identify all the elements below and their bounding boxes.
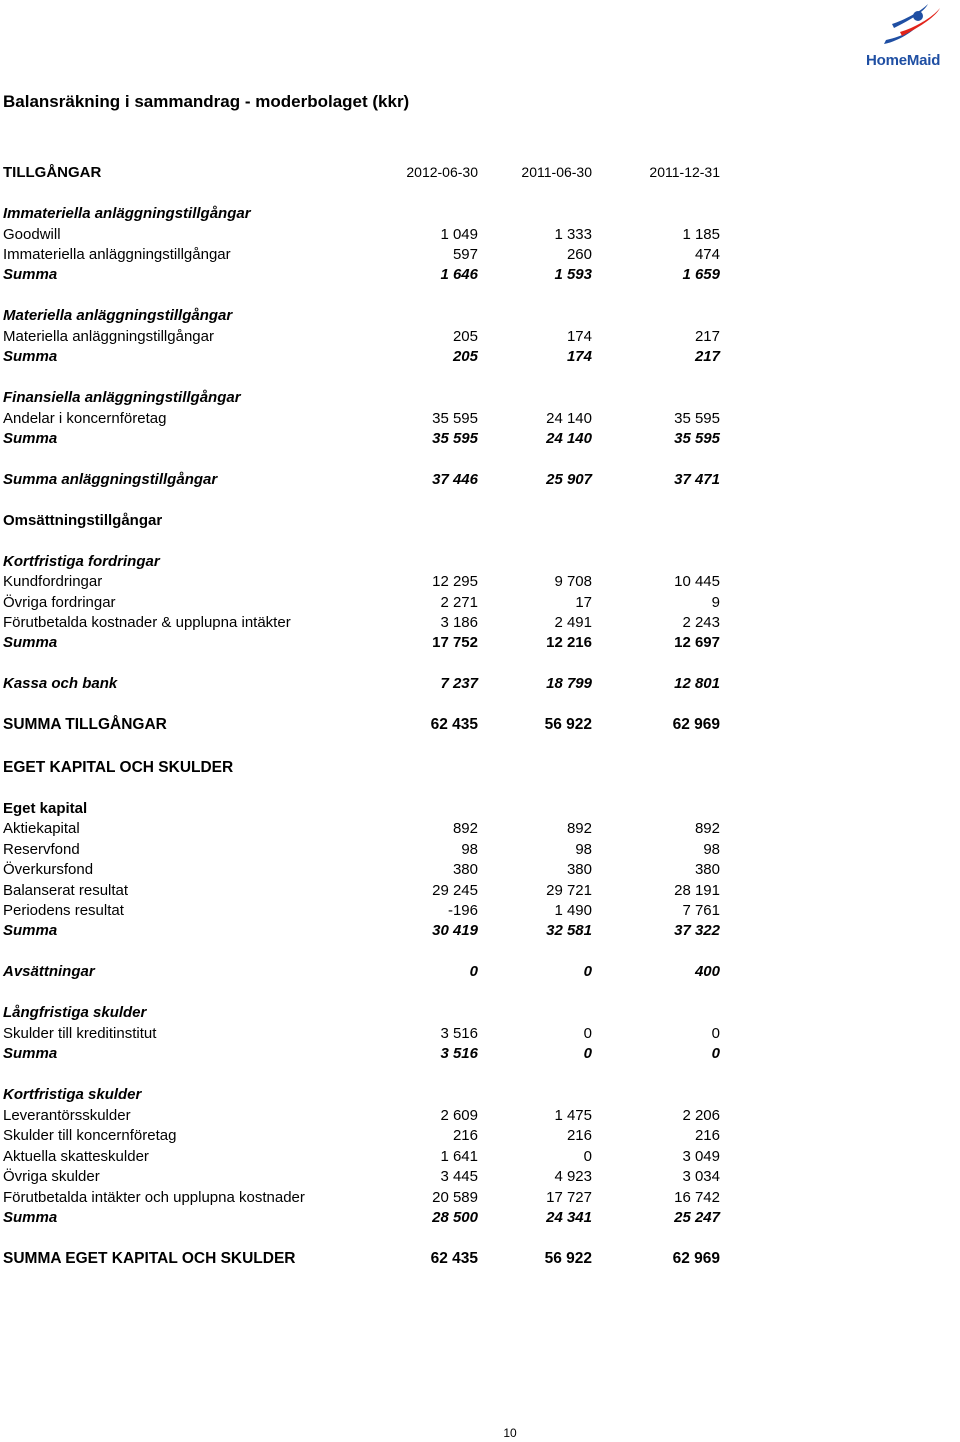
table-row (3, 1025, 733, 1045)
row-label: Goodwill (3, 226, 61, 243)
homemaid-logo (862, 2, 954, 70)
row-value: 35 595 (674, 410, 720, 427)
table-row (3, 614, 733, 634)
row-value: 1 490 (554, 902, 592, 919)
row-value: 380 (694, 861, 720, 878)
table-row (3, 573, 733, 593)
row-label: Kundfordringar (3, 573, 103, 590)
table-row (3, 266, 733, 286)
table-row (3, 512, 733, 532)
row-value: 3 049 (682, 1148, 720, 1165)
row-label: Immateriella anläggningstillgångar (3, 246, 231, 263)
row-value: 62 435 (430, 1250, 478, 1267)
row-value: -196 (447, 902, 478, 919)
row-label: Kassa och bank (3, 675, 118, 692)
row-label: Summa (3, 348, 58, 365)
row-value: 56 922 (544, 1250, 592, 1267)
row-label: Summa (3, 922, 58, 939)
row-label: EGET KAPITAL OCH SKULDER (3, 759, 234, 776)
row-value: 0 (583, 1148, 592, 1165)
table-row (3, 389, 733, 409)
table-row (3, 634, 733, 654)
table-row (3, 1148, 733, 1168)
row-value: 1 646 (440, 266, 478, 283)
row-value: 216 (566, 1127, 592, 1144)
row-label: Omsättningstillgångar (3, 512, 163, 529)
row-label: Balanserat resultat (3, 882, 129, 899)
table-row (3, 205, 733, 225)
row-value: 597 (452, 246, 478, 263)
row-value: 98 (703, 841, 720, 858)
row-value: 7 237 (440, 675, 478, 692)
row-value: 1 641 (440, 1148, 478, 1165)
row-value: 12 801 (674, 675, 720, 692)
row-label: Reservfond (3, 841, 80, 858)
row-value: 2 206 (682, 1107, 720, 1124)
row-label: SUMMA TILLGÅNGAR (3, 716, 167, 733)
column-header: 2011-12-31 (649, 164, 720, 180)
row-value: 24 140 (546, 410, 592, 427)
row-value: 3 445 (440, 1168, 478, 1185)
row-value: 20 589 (432, 1189, 478, 1206)
row-value: 24 140 (546, 430, 592, 447)
table-row (3, 328, 733, 348)
table-row (3, 1107, 733, 1127)
table-row (3, 922, 733, 942)
row-label: Överkursfond (3, 861, 94, 878)
table-row (3, 1127, 733, 1147)
row-value: 17 752 (432, 634, 478, 651)
row-value: 3 034 (682, 1168, 720, 1185)
table-row (3, 820, 733, 840)
row-label: Summa anläggningstillgångar (3, 471, 218, 488)
table-row (3, 716, 733, 736)
table-row (3, 861, 733, 881)
row-value: 12 216 (546, 634, 592, 651)
row-value: 28 500 (432, 1209, 478, 1226)
row-value: 35 595 (432, 430, 478, 447)
row-value: 3 516 (440, 1025, 478, 1042)
row-label: SUMMA EGET KAPITAL OCH SKULDER (3, 1250, 296, 1267)
table-row (3, 800, 733, 820)
table-row (3, 1250, 733, 1270)
column-header: 2012-06-30 (406, 164, 478, 180)
row-value: 1 049 (440, 226, 478, 243)
row-value: 17 (575, 594, 592, 611)
page-title: Balansräkning i sammandrag - moderbolaget (kkr) (3, 92, 410, 111)
row-label: Övriga skulder (3, 1168, 100, 1185)
row-label: Eget kapital (3, 800, 88, 817)
row-value: 0 (583, 963, 592, 980)
row-value: 35 595 (674, 430, 720, 447)
row-value: 1 185 (682, 226, 720, 243)
page-number: 10 (503, 1426, 517, 1440)
table-row (3, 1004, 733, 1024)
row-value: 4 923 (554, 1168, 592, 1185)
row-value: 0 (711, 1045, 720, 1062)
row-value: 37 322 (674, 922, 720, 939)
row-value: 9 708 (554, 573, 592, 590)
row-label: Långfristiga skulder (3, 1004, 147, 1021)
row-label: Avsättningar (3, 963, 95, 980)
row-value: 98 (575, 841, 592, 858)
row-label: Andelar i koncernföretag (3, 410, 167, 427)
row-value: 35 595 (432, 410, 478, 427)
row-label: Periodens resultat (3, 902, 124, 919)
row-label: Aktuella skatteskulder (3, 1148, 149, 1165)
row-value: 216 (452, 1127, 478, 1144)
row-label: Summa (3, 634, 58, 651)
row-value: 25 247 (674, 1209, 720, 1226)
row-value: 892 (694, 820, 720, 837)
row-value: 7 761 (682, 902, 720, 919)
table-row (3, 1045, 733, 1065)
row-value: 380 (452, 861, 478, 878)
row-value: 217 (694, 348, 720, 365)
row-value: 205 (452, 348, 478, 365)
table-row (3, 759, 733, 779)
row-label: Kortfristiga fordringar (3, 553, 160, 570)
row-value: 56 922 (544, 716, 592, 733)
table-row (3, 1086, 733, 1106)
row-value: 892 (566, 820, 592, 837)
row-value: 10 445 (674, 573, 720, 590)
table-row (3, 882, 733, 902)
table-row (3, 553, 733, 573)
row-value: 380 (566, 861, 592, 878)
row-label: Förutbetalda kostnader & upplupna intäkter (3, 614, 291, 631)
table-row (3, 164, 733, 184)
table-row (3, 902, 733, 922)
row-value: 62 969 (672, 1250, 720, 1267)
row-value: 30 419 (432, 922, 478, 939)
row-value: 2 243 (682, 614, 720, 631)
row-value: 216 (694, 1127, 720, 1144)
logo-wordmark: HomeMaid (866, 52, 941, 69)
row-value: 2 271 (440, 594, 478, 611)
row-label: Leverantörsskulder (3, 1107, 131, 1124)
table-row (3, 246, 733, 266)
row-label: Aktiekapital (3, 820, 80, 837)
table-row (3, 963, 733, 983)
table-row (3, 307, 733, 327)
row-value: 1 333 (554, 226, 592, 243)
row-label: TILLGÅNGAR (3, 164, 102, 181)
row-value: 12 697 (674, 634, 720, 651)
table-row (3, 471, 733, 491)
table-row (3, 410, 733, 430)
row-label: Övriga fordringar (3, 594, 116, 611)
row-label: Summa (3, 266, 58, 283)
column-header: 2011-06-30 (521, 164, 592, 180)
row-value: 3 186 (440, 614, 478, 631)
table-row (3, 841, 733, 861)
table-row (3, 348, 733, 368)
row-value: 37 446 (432, 471, 478, 488)
row-value: 0 (711, 1025, 720, 1042)
row-value: 62 969 (672, 716, 720, 733)
row-value: 400 (694, 963, 720, 980)
row-value: 217 (694, 328, 720, 345)
table-row (3, 1168, 733, 1188)
table-row (3, 1189, 733, 1209)
row-label: Finansiella anläggningstillgångar (3, 389, 241, 406)
row-value: 260 (566, 246, 592, 263)
row-value: 9 (711, 594, 720, 611)
row-label: Skulder till kreditinstitut (3, 1025, 157, 1042)
row-value: 25 907 (546, 471, 592, 488)
row-value: 205 (452, 328, 478, 345)
row-value: 0 (469, 963, 478, 980)
table-row (3, 594, 733, 614)
table-row (3, 1209, 733, 1229)
row-value: 24 341 (546, 1209, 592, 1226)
row-value: 16 742 (674, 1189, 720, 1206)
row-value: 3 516 (440, 1045, 478, 1062)
homemaid-logo-icon (862, 2, 954, 54)
table-row (3, 430, 733, 450)
row-label: Materiella anläggningstillgångar (3, 307, 233, 324)
row-value: 174 (566, 348, 592, 365)
row-value: 1 475 (554, 1107, 592, 1124)
row-label: Immateriella anläggningstillgångar (3, 205, 251, 222)
row-value: 2 609 (440, 1107, 478, 1124)
row-label: Skulder till koncernföretag (3, 1127, 177, 1144)
row-value: 2 491 (554, 614, 592, 631)
row-value: 474 (694, 246, 720, 263)
row-value: 174 (566, 328, 592, 345)
row-label: Summa (3, 1209, 58, 1226)
row-value: 1 659 (682, 266, 720, 283)
row-label: Summa (3, 1045, 58, 1062)
row-value: 62 435 (430, 716, 478, 733)
row-value: 12 295 (432, 573, 478, 590)
row-value: 1 593 (554, 266, 592, 283)
table-row (3, 226, 733, 246)
row-value: 29 245 (432, 882, 478, 899)
row-value: 37 471 (674, 471, 720, 488)
table-row (3, 675, 733, 695)
row-value: 29 721 (546, 882, 592, 899)
row-value: 98 (461, 841, 478, 858)
row-value: 892 (452, 820, 478, 837)
row-label: Förutbetalda intäkter och upplupna kostnader (3, 1189, 305, 1206)
row-label: Summa (3, 430, 58, 447)
row-value: 28 191 (674, 882, 720, 899)
row-label: Materiella anläggningstillgångar (3, 328, 214, 345)
row-value: 0 (583, 1025, 592, 1042)
row-value: 18 799 (546, 675, 592, 692)
row-value: 17 727 (546, 1189, 592, 1206)
row-label: Kortfristiga skulder (3, 1086, 142, 1103)
row-value: 0 (583, 1045, 592, 1062)
row-value: 32 581 (546, 922, 592, 939)
